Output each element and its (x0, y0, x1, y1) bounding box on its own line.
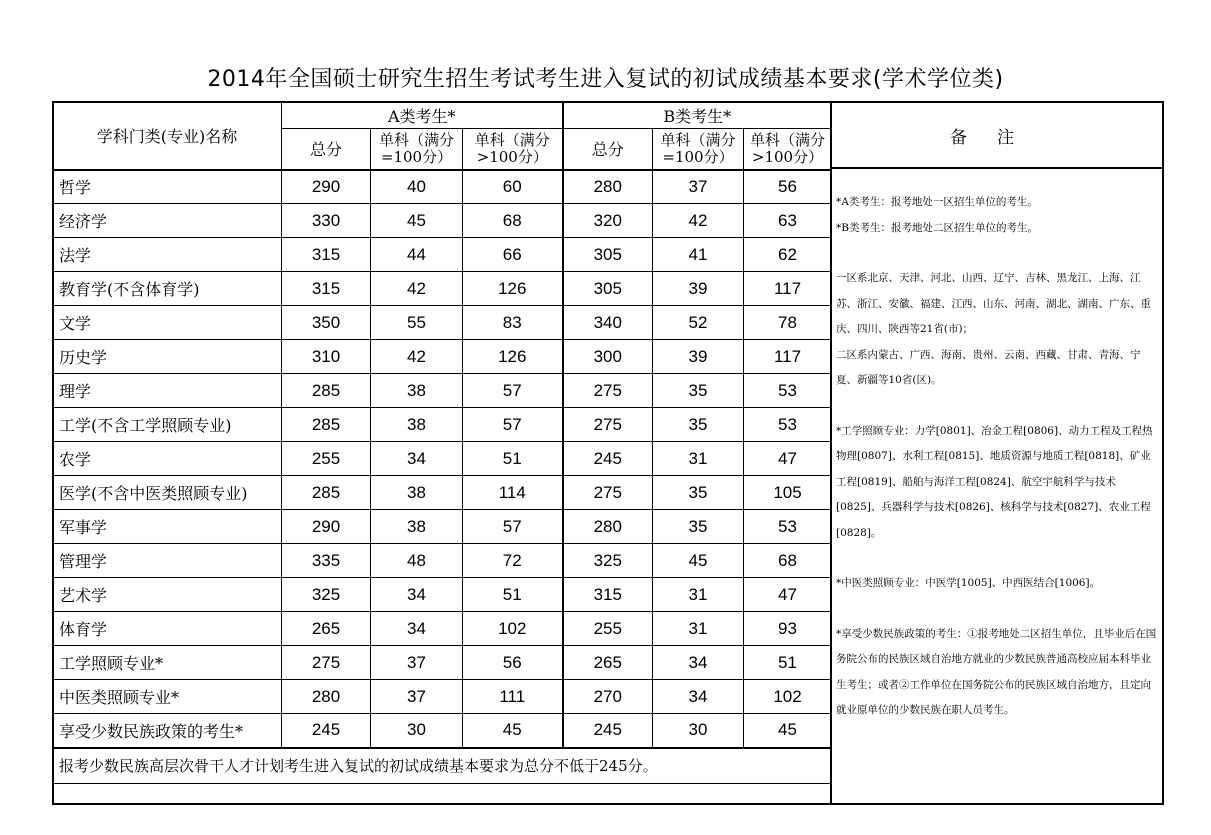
subject-name: 教育学(不含体育学) (53, 272, 282, 306)
subject-name: 享受少数民族政策的考生* (53, 714, 282, 748)
subject-name: 艺术学 (53, 578, 282, 612)
subject-name: 体育学 (53, 612, 282, 646)
a-score-singlegt100: 57 (463, 408, 563, 442)
notes-header: 备注 (832, 103, 1162, 169)
a-score-single100: 37 (371, 680, 463, 714)
subject-name: 农学 (53, 442, 282, 476)
b-score-singlegt100: 45 (744, 714, 832, 748)
a-total-header: 总分 (282, 129, 371, 170)
a-score-total: 285 (282, 476, 371, 510)
subject-name: 军事学 (53, 510, 282, 544)
b-score-total: 275 (563, 476, 653, 510)
b-score-total: 325 (563, 544, 653, 578)
subject-name: 经济学 (53, 204, 282, 238)
a-score-singlegt100: 102 (463, 612, 563, 646)
b-score-total: 270 (563, 680, 653, 714)
b-score-singlegt100: 53 (744, 510, 832, 544)
b-score-total: 315 (563, 578, 653, 612)
b-score-singlegt100: 68 (744, 544, 832, 578)
b-score-total: 280 (563, 170, 653, 204)
a-score-singlegt100: 51 (463, 442, 563, 476)
subject-name: 医学(不含中医类照顾专业) (53, 476, 282, 510)
b-score-singlegt100: 47 (744, 578, 832, 612)
a-score-total: 290 (282, 510, 371, 544)
subject-name: 工学(不含工学照顾专业) (53, 408, 282, 442)
b-score-single100: 35 (653, 374, 744, 408)
b-score-total: 280 (563, 510, 653, 544)
a-score-singlegt100: 126 (463, 340, 563, 374)
a-score-total: 290 (282, 170, 371, 204)
a-score-total: 315 (282, 272, 371, 306)
a-score-single100: 42 (371, 340, 463, 374)
note-a-definition: *A类考生：报考地处一区招生单位的考生。 (836, 196, 1038, 208)
a-score-single100: 38 (371, 476, 463, 510)
b-score-singlegt100: 63 (744, 204, 832, 238)
b-score-total: 245 (563, 442, 653, 476)
b-score-single100: 35 (653, 476, 744, 510)
a-score-total: 335 (282, 544, 371, 578)
b-score-single100: 45 (653, 544, 744, 578)
b-score-total: 305 (563, 272, 653, 306)
note-engineering: *工学照顾专业：力学[0801]、冶金工程[0806]、动力工程及工程热物理[0807]、水利工程[0815]、地质资源与地质工程[0818]、矿业工程[0819]、船舶与海洋工程[0824]、航空宇航科学与技术[0825]、兵器科学与技术[0826]、核科学与技术[0827]、农业工程[0828]。 (836, 424, 1153, 539)
subject-name: 法学 (53, 238, 282, 272)
note-zone1: 一区系北京、天津、河北、山西、辽宁、吉林、黑龙江、上海、江苏、浙江、安徽、福建、江西、山东、河南、湖北、湖南、广东、重庆、四川、陕西等21省(市)； (836, 272, 1151, 335)
a-score-total: 330 (282, 204, 371, 238)
b-single100-header: 单科（满分=100分） (653, 129, 744, 170)
b-score-single100: 35 (653, 408, 744, 442)
a-score-total: 245 (282, 714, 371, 748)
a-score-single100: 38 (371, 374, 463, 408)
a-score-single100: 38 (371, 510, 463, 544)
b-total-header: 总分 (563, 129, 653, 170)
subject-column-header: 学科门类(专业)名称 (53, 102, 282, 170)
b-score-single100: 39 (653, 340, 744, 374)
a-score-total: 285 (282, 374, 371, 408)
group-a-header: A类考生* (282, 102, 563, 129)
b-score-total: 300 (563, 340, 653, 374)
b-score-total: 245 (563, 714, 653, 748)
a-score-total: 310 (282, 340, 371, 374)
b-score-total: 320 (563, 204, 653, 238)
b-score-singlegt100: 56 (744, 170, 832, 204)
a-score-single100: 30 (371, 714, 463, 748)
a-score-singlegt100: 83 (463, 306, 563, 340)
b-score-single100: 37 (653, 170, 744, 204)
a-score-singlegt100: 126 (463, 272, 563, 306)
subject-name: 历史学 (53, 340, 282, 374)
a-score-singlegt100: 57 (463, 374, 563, 408)
a-score-singlegt100: 72 (463, 544, 563, 578)
b-score-singlegt100: 78 (744, 306, 832, 340)
b-score-single100: 34 (653, 680, 744, 714)
a-score-single100: 45 (371, 204, 463, 238)
subject-name: 文学 (53, 306, 282, 340)
a-score-total: 265 (282, 612, 371, 646)
b-score-singlegt100: 51 (744, 646, 832, 680)
group-b-header: B类考生* (563, 102, 832, 129)
a-score-singlegt100: 45 (463, 714, 563, 748)
b-score-singlegt100: 102 (744, 680, 832, 714)
b-score-singlegt100: 62 (744, 238, 832, 272)
a-score-single100: 38 (371, 408, 463, 442)
a-score-total: 315 (282, 238, 371, 272)
b-score-single100: 30 (653, 714, 744, 748)
subject-name: 管理学 (53, 544, 282, 578)
note-zone2: 二区系内蒙古、广西、海南、贵州、云南、西藏、甘肃、青海、宁夏、新疆等10省(区)。 (836, 348, 1141, 386)
a-score-total: 280 (282, 680, 371, 714)
a-score-single100: 55 (371, 306, 463, 340)
a-single100-header: 单科（满分=100分） (371, 129, 463, 170)
a-score-singlegt100: 51 (463, 578, 563, 612)
a-score-total: 255 (282, 442, 371, 476)
b-score-singlegt100: 117 (744, 272, 832, 306)
subject-name: 中医类照顾专业* (53, 680, 282, 714)
b-score-singlegt100: 105 (744, 476, 832, 510)
a-score-singlegt100: 66 (463, 238, 563, 272)
b-score-single100: 34 (653, 646, 744, 680)
subject-name: 理学 (53, 374, 282, 408)
b-score-singlegt100: 53 (744, 408, 832, 442)
a-score-singlegt100: 111 (463, 680, 563, 714)
a-score-total: 275 (282, 646, 371, 680)
b-singlegt100-header: 单科（满分>100分） (744, 129, 832, 170)
b-score-singlegt100: 47 (744, 442, 832, 476)
note-tcm: *中医类照顾专业：中医学[1005]、中西医结合[1006]。 (836, 577, 1101, 589)
a-score-singlegt100: 60 (463, 170, 563, 204)
b-score-total: 275 (563, 374, 653, 408)
a-score-singlegt100: 56 (463, 646, 563, 680)
a-score-single100: 34 (371, 578, 463, 612)
subject-name: 工学照顾专业* (53, 646, 282, 680)
b-score-singlegt100: 117 (744, 340, 832, 374)
a-score-total: 285 (282, 408, 371, 442)
b-score-singlegt100: 93 (744, 612, 832, 646)
b-score-total: 305 (563, 238, 653, 272)
b-score-single100: 42 (653, 204, 744, 238)
b-score-single100: 31 (653, 578, 744, 612)
a-score-singlegt100: 114 (463, 476, 563, 510)
note-minority: *享受少数民族政策的考生：①报考地处二区招生单位，且毕业后在国务院公布的民族区域自治地方就业的少数民族普通高校应届本科毕业生考生；或者②工作单位在国务院公布的民族区域自治地方，且定向就业原单位的少数民族在职人员考生。 (836, 627, 1157, 716)
a-score-single100: 34 (371, 612, 463, 646)
page-title: 2014年全国硕士研究生招生考试考生进入复试的初试成绩基本要求(学术学位类) (207, 67, 1004, 92)
a-score-single100: 37 (371, 646, 463, 680)
b-score-singlegt100: 53 (744, 374, 832, 408)
footer-note: 报考少数民族高层次骨干人才计划考生进入复试的初试成绩基本要求为总分不低于245分。 (53, 748, 832, 784)
b-score-total: 340 (563, 306, 653, 340)
a-score-total: 350 (282, 306, 371, 340)
notes-panel (836, 190, 1160, 724)
b-score-single100: 52 (653, 306, 744, 340)
a-score-single100: 34 (371, 442, 463, 476)
a-score-single100: 42 (371, 272, 463, 306)
a-score-singlegt100: 68 (463, 204, 563, 238)
subject-name: 哲学 (53, 170, 282, 204)
a-score-single100: 48 (371, 544, 463, 578)
b-score-single100: 41 (653, 238, 744, 272)
b-score-single100: 35 (653, 510, 744, 544)
b-score-total: 255 (563, 612, 653, 646)
b-score-single100: 31 (653, 612, 744, 646)
a-singlegt100-header: 单科（满分>100分） (463, 129, 563, 170)
b-score-total: 265 (563, 646, 653, 680)
b-score-total: 275 (563, 408, 653, 442)
a-score-single100: 40 (371, 170, 463, 204)
note-b-definition: *B类考生：报考地处二区招生单位的考生。 (836, 221, 1038, 234)
a-score-single100: 44 (371, 238, 463, 272)
b-score-single100: 39 (653, 272, 744, 306)
a-score-singlegt100: 57 (463, 510, 563, 544)
b-score-single100: 31 (653, 442, 744, 476)
a-score-total: 325 (282, 578, 371, 612)
notes-divider (830, 101, 832, 805)
